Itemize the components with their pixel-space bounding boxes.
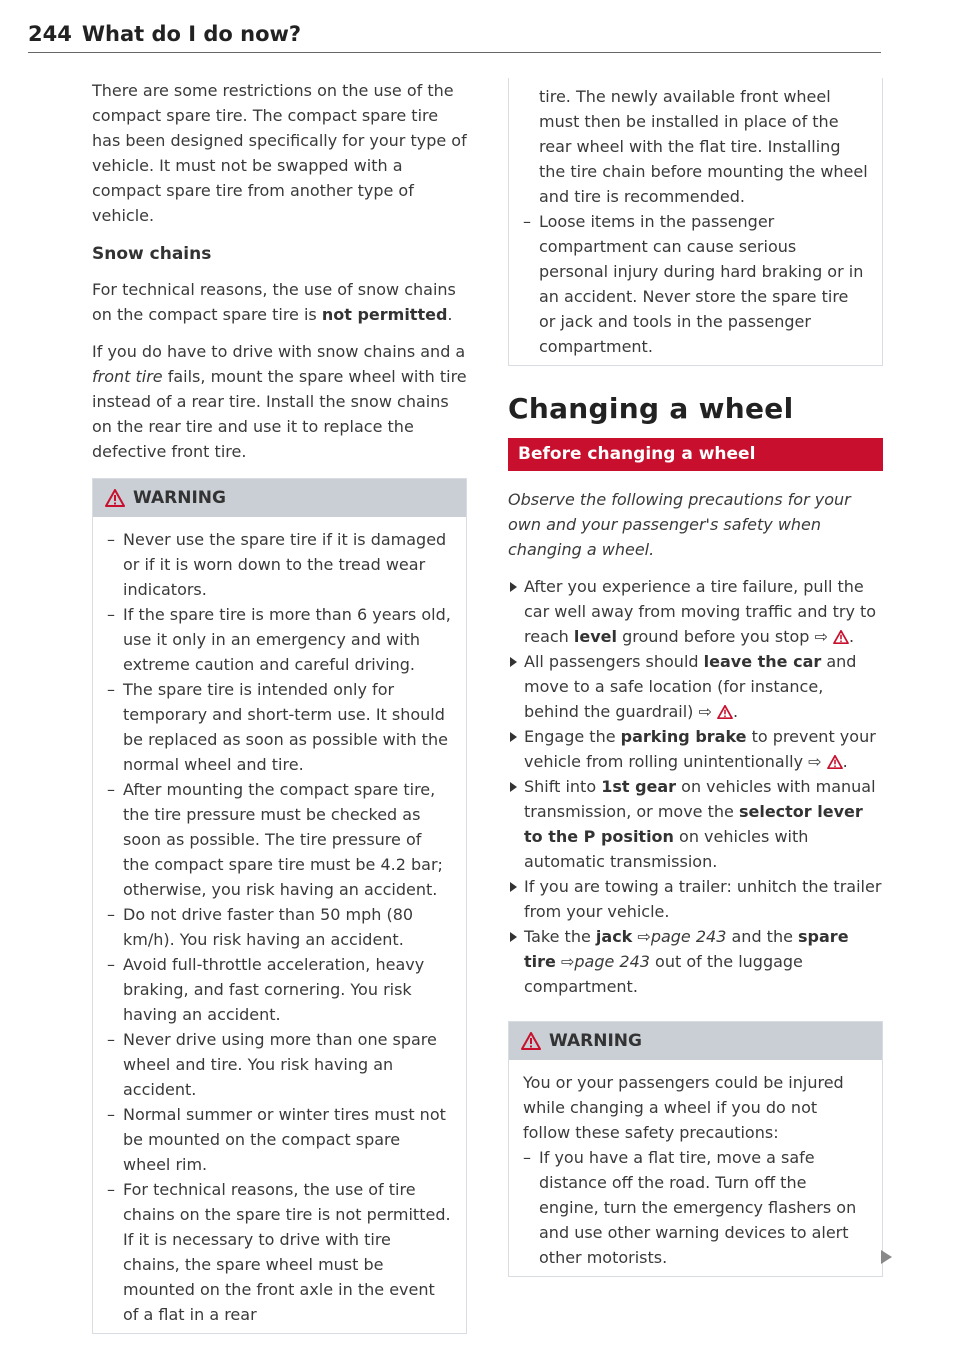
emphasis: parking brake: [620, 727, 747, 746]
warning-triangle-icon: [521, 1032, 541, 1050]
list-item: – Normal summer or winter tires must not be mounted on the compact spare wheel rim.: [107, 1102, 452, 1177]
subsection-band: Before changing a wheel: [508, 438, 883, 471]
warning-triangle-icon: [105, 489, 125, 507]
warning-list: [523, 1145, 868, 1270]
emphasis: selector lever to the P position: [524, 802, 863, 846]
list-item: – Never use the spare tire if it is damaged or if it is worn down to the tread wear indicators.: [107, 527, 452, 602]
warning-paragraph: You or your passengers could be injured while changing a wheel if you do not follow these safety precautions:: [523, 1073, 844, 1142]
ref-arrow: ⇨: [698, 702, 712, 721]
intro-italic: Observe the following precautions for your own and your passenger's safety when changing a wheel.: [508, 490, 851, 559]
text: ground before you stop: [617, 627, 815, 646]
list-item: – Avoid full-throttle acceleration, heavy braking, and fast cornering. You risk having an accident.: [107, 952, 452, 1027]
list-item: After you experience a tire failure, pull the car well away from moving traffic and try to reach level ground before you stop ⇨ .: [508, 574, 883, 649]
text: fails, mount the spare wheel with tire instead of a rear tire. Install the snow chains on the rear tire and use it to replace the defective front tire.: [92, 367, 467, 461]
text: out of the luggage compartment.: [524, 952, 803, 996]
page-header: [28, 22, 881, 46]
ref-arrow: ⇨: [814, 627, 828, 646]
text: Engage the: [524, 727, 621, 746]
warning-continuation: [508, 78, 883, 366]
snow-paragraph-2: [92, 339, 467, 464]
list-item: – The spare tire is intended only for temporary and short-term use. It should be replaced as soon as possible with the normal wheel and tire.: [107, 677, 452, 777]
snow-chains-heading: Snow chains: [92, 244, 212, 264]
text: on vehicles with automatic transmission.: [524, 827, 809, 871]
intro-paragraph: There are some restrictions on the use of the compact spare tire. The compact spare tire has been designed specifically for your type of vehicle. It must not be swapped with a compact spare tire from another type of vehicle.: [92, 81, 467, 225]
list-item: – For technical reasons, the use of tire chains on the spare tire is not permitted. If it is necessary to drive with tire chains, the spare wheel must be mounted on the front axle in the event of a flat in a rear: [107, 1177, 452, 1327]
list-item: Engage the parking brake to prevent your vehicle from rolling unintentionally ⇨ .: [508, 724, 883, 774]
ref-arrow: ⇨: [560, 952, 575, 971]
emphasis: leave the car: [703, 652, 822, 671]
ref-arrow: ⇨: [808, 752, 822, 771]
right-column: [508, 78, 883, 1277]
page-ref-link[interactable]: page 243: [574, 952, 650, 971]
header-line: [28, 22, 881, 46]
text: For technical reasons, the use of snow chains on the compact spare tire is: [92, 280, 456, 324]
continuation-text: tire. The newly available front wheel must then be installed in place of the rear wheel with the flat tire. Installing the tire chain before mounting the wheel and tire is recommended.: [539, 87, 868, 206]
text: to prevent your vehicle from rolling unintentionally: [524, 727, 876, 771]
warning-triangle-icon: [827, 755, 843, 769]
list-item: [508, 774, 883, 874]
continuation-list: [523, 209, 868, 359]
section-title: What do I do now?: [81, 22, 302, 46]
header-rule: [28, 52, 881, 53]
list-item: – Do not drive faster than 50 mph (80 km/h). You risk having an accident.: [107, 902, 452, 952]
emphasis: jack: [595, 927, 633, 946]
warning-triangle-icon: [717, 705, 733, 719]
warning-body: [509, 1060, 882, 1276]
continue-arrow-icon: [881, 1250, 892, 1264]
list-item: If you are towing a trailer: unhitch the trailer from your vehicle.: [508, 874, 883, 924]
list-item: – Loose items in the passenger compartment can cause serious personal injury during hard braking or in an accident. Never store the spare tire or jack and tools in the passenger compartment.: [523, 209, 868, 359]
section-heading: Changing a wheel: [508, 392, 794, 425]
list-item: – After mounting the compact spare tire, the tire pressure must be checked as soon as possible. The tire pressure of the compact spare tire must be 4.2 bar; otherwise, you risk having an accident.: [107, 777, 452, 902]
snow-paragraph-1: [92, 277, 467, 327]
warning-box-right: [508, 1021, 883, 1277]
ref-arrow: ⇨: [637, 927, 651, 946]
emphasis: not permitted: [321, 305, 448, 324]
text: .: [447, 305, 453, 324]
text: Take the: [524, 927, 596, 946]
warning-header: [93, 479, 466, 517]
list-item: [508, 924, 883, 999]
warning-list: [107, 527, 452, 1327]
warning-label: WARNING: [549, 1030, 642, 1051]
warning-body: [93, 517, 466, 1333]
warning-header: [509, 1022, 882, 1060]
page-number: 244: [28, 22, 72, 46]
steps-list: [508, 574, 883, 999]
list-item: – Never drive using more than one spare wheel and tire. You risk having an accident.: [107, 1027, 452, 1102]
text: Shift into: [524, 777, 602, 796]
text: If you do have to drive with snow chains and a: [92, 342, 466, 361]
emphasis: 1st gear: [601, 777, 677, 796]
left-column: [92, 78, 467, 1334]
text: After you experience a tire failure, pull the car well away from moving traffic and try to reach: [524, 577, 877, 646]
list-item: – If you have a flat tire, move a safe distance off the road. Turn off the engine, turn the emergency flashers on and use other warning devices to alert other motorists.: [523, 1145, 868, 1270]
text: and the: [726, 927, 799, 946]
warning-box-left: [92, 478, 467, 1334]
text: All passengers should: [524, 652, 704, 671]
emphasis: level: [573, 627, 618, 646]
text: on vehicles with manual transmission, or move the: [524, 777, 876, 821]
text: and move to a safe location (for instance, behind the guardrail): [524, 652, 857, 721]
warning-triangle-icon: [833, 630, 849, 644]
page-ref-link[interactable]: page 243: [650, 927, 727, 946]
list-item: – If the spare tire is more than 6 years old, use it only in an emergency and with extreme caution and careful driving.: [107, 602, 452, 677]
emphasis: front tire: [92, 367, 163, 386]
warning-label: WARNING: [133, 487, 226, 508]
list-item: All passengers should leave the car and move to a safe location (for instance, behind the guardrail) ⇨ .: [508, 649, 883, 724]
emphasis: spare tire: [524, 927, 849, 971]
